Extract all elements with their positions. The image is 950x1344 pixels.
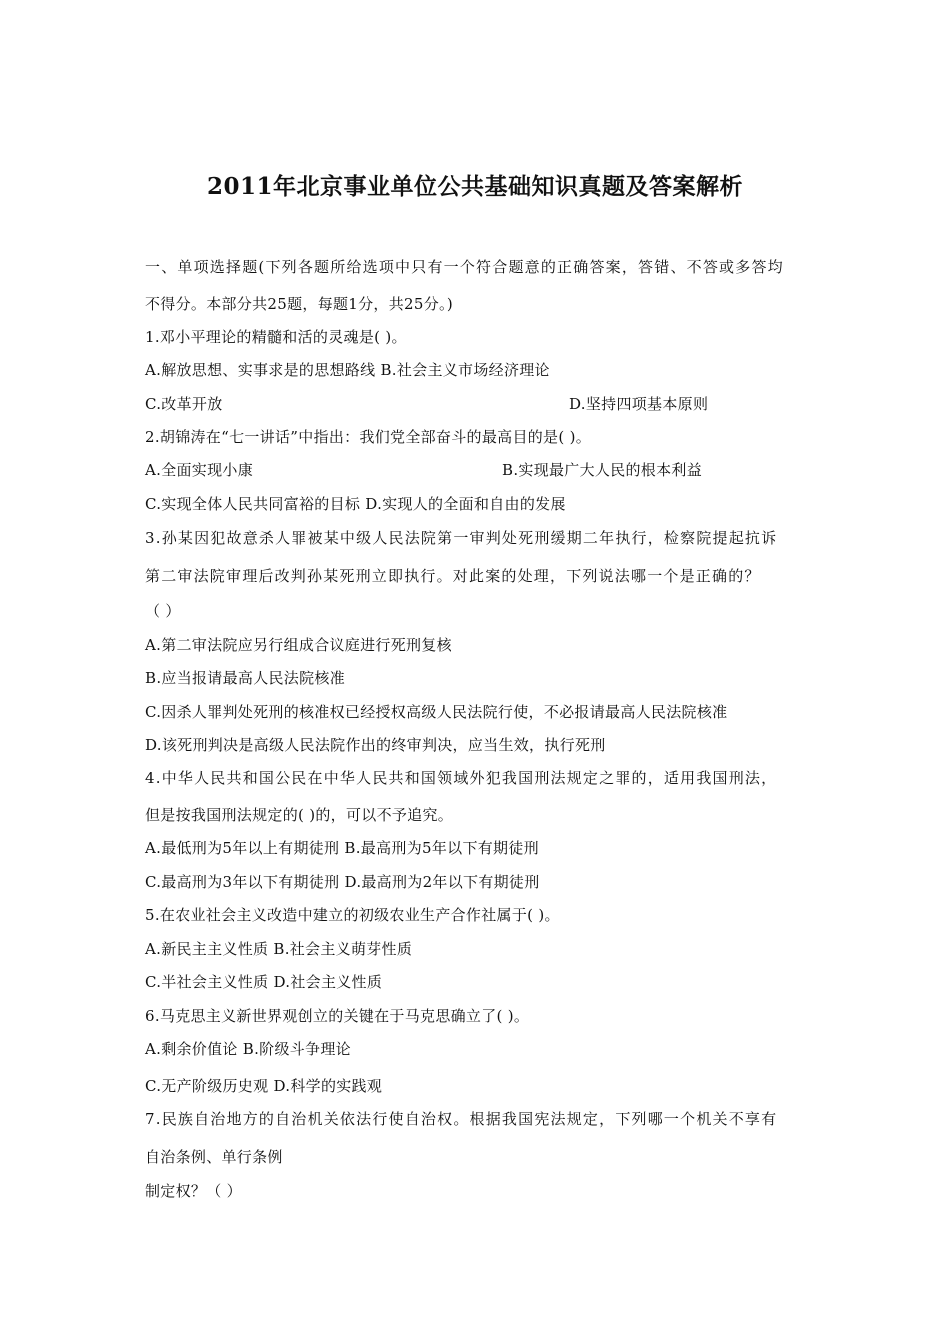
question-3-stem-line-3: （ ）: [145, 602, 181, 620]
question-2-stem: 2.胡锦涛在“七一讲话”中指出：我们党全部奋斗的最高目的是( )。: [145, 428, 592, 446]
question-7-stem-line-2: 自治条例、单行条例: [145, 1148, 283, 1166]
question-3-option-c: C.因杀人罪判处死刑的核准权已经授权高级人民法院行使，不必报请最高人民法院核准: [145, 703, 728, 721]
question-5-options-ab: A.新民主主义性质 B.社会主义萌芽性质: [145, 940, 413, 958]
question-2-option-b: B.实现最广大人民的根本利益: [502, 461, 702, 479]
question-3-option-b: B.应当报请最高人民法院核准: [145, 669, 345, 687]
section-heading-line-1: 一、单项选择题(下列各题所给选项中只有一个符合题意的正确答案，答错、不答或多答均: [145, 258, 784, 276]
question-3-stem-line-1: 3.孙某因犯故意杀人罪被某中级人民法院第一审判处死刑缓期二年执行，检察院提起抗诉: [145, 529, 778, 547]
document-title: 2011年北京事业单位公共基础知识真题及答案解析: [206, 173, 743, 200]
question-3-option-a: A.第二审法院应另行组成合议庭进行死刑复核: [145, 636, 452, 654]
question-1-options-ab: A.解放思想、实事求是的思想路线 B.社会主义市场经济理论: [145, 361, 550, 379]
question-6-stem: 6.马克思主义新世界观创立的关键在于马克思确立了( )。: [145, 1007, 530, 1025]
question-1-option-d: D.坚持四项基本原则: [569, 395, 709, 413]
question-3-stem-line-2: 第二审法院审理后改判孙某死刑立即执行。对此案的处理，下列说法哪一个是正确的？: [145, 567, 761, 585]
question-3-option-d: D.该死刑判决是高级人民法院作出的终审判决，应当生效，执行死刑: [145, 736, 606, 754]
question-5-options-cd: C.半社会主义性质 D.社会主义性质: [145, 973, 383, 991]
question-4-stem-line-1: 4.中华人民共和国公民在中华人民共和国领域外犯我国刑法规定之罪的，适用我国刑法，: [145, 769, 778, 787]
section-heading-line-2: 不得分。本部分共25题，每题1分，共25分。): [145, 295, 453, 313]
question-5-stem: 5.在农业社会主义改造中建立的初级农业生产合作社属于( )。: [145, 906, 560, 924]
question-1-stem: 1.邓小平理论的精髓和活的灵魂是( )。: [145, 328, 407, 346]
question-4-options-ab: A.最低刑为5年以上有期徒刑 B.最高刑为5年以下有期徒刑: [145, 839, 539, 857]
question-4-options-cd: C.最高刑为3年以下有期徒刑 D.最高刑为2年以下有期徒刑: [145, 873, 540, 891]
question-7-stem-line-1: 7.民族自治地方的自治机关依法行使自治权。根据我国宪法规定，下列哪一个机关不享有: [145, 1110, 778, 1128]
question-2-options-cd: C.实现全体人民共同富裕的目标 D.实现人的全面和自由的发展: [145, 495, 566, 513]
question-7-stem-line-3: 制定权？（ ）: [145, 1182, 242, 1200]
question-4-stem-line-2: 但是按我国刑法规定的( )的，可以不予追究。: [145, 806, 454, 824]
question-6-options-cd: C.无产阶级历史观 D.科学的实践观: [145, 1077, 383, 1095]
question-1-option-c: C.改革开放: [145, 395, 223, 413]
question-6-options-ab: A.剩余价值论 B.阶级斗争理论: [145, 1040, 351, 1058]
question-2-option-a: A.全面实现小康: [145, 461, 254, 479]
